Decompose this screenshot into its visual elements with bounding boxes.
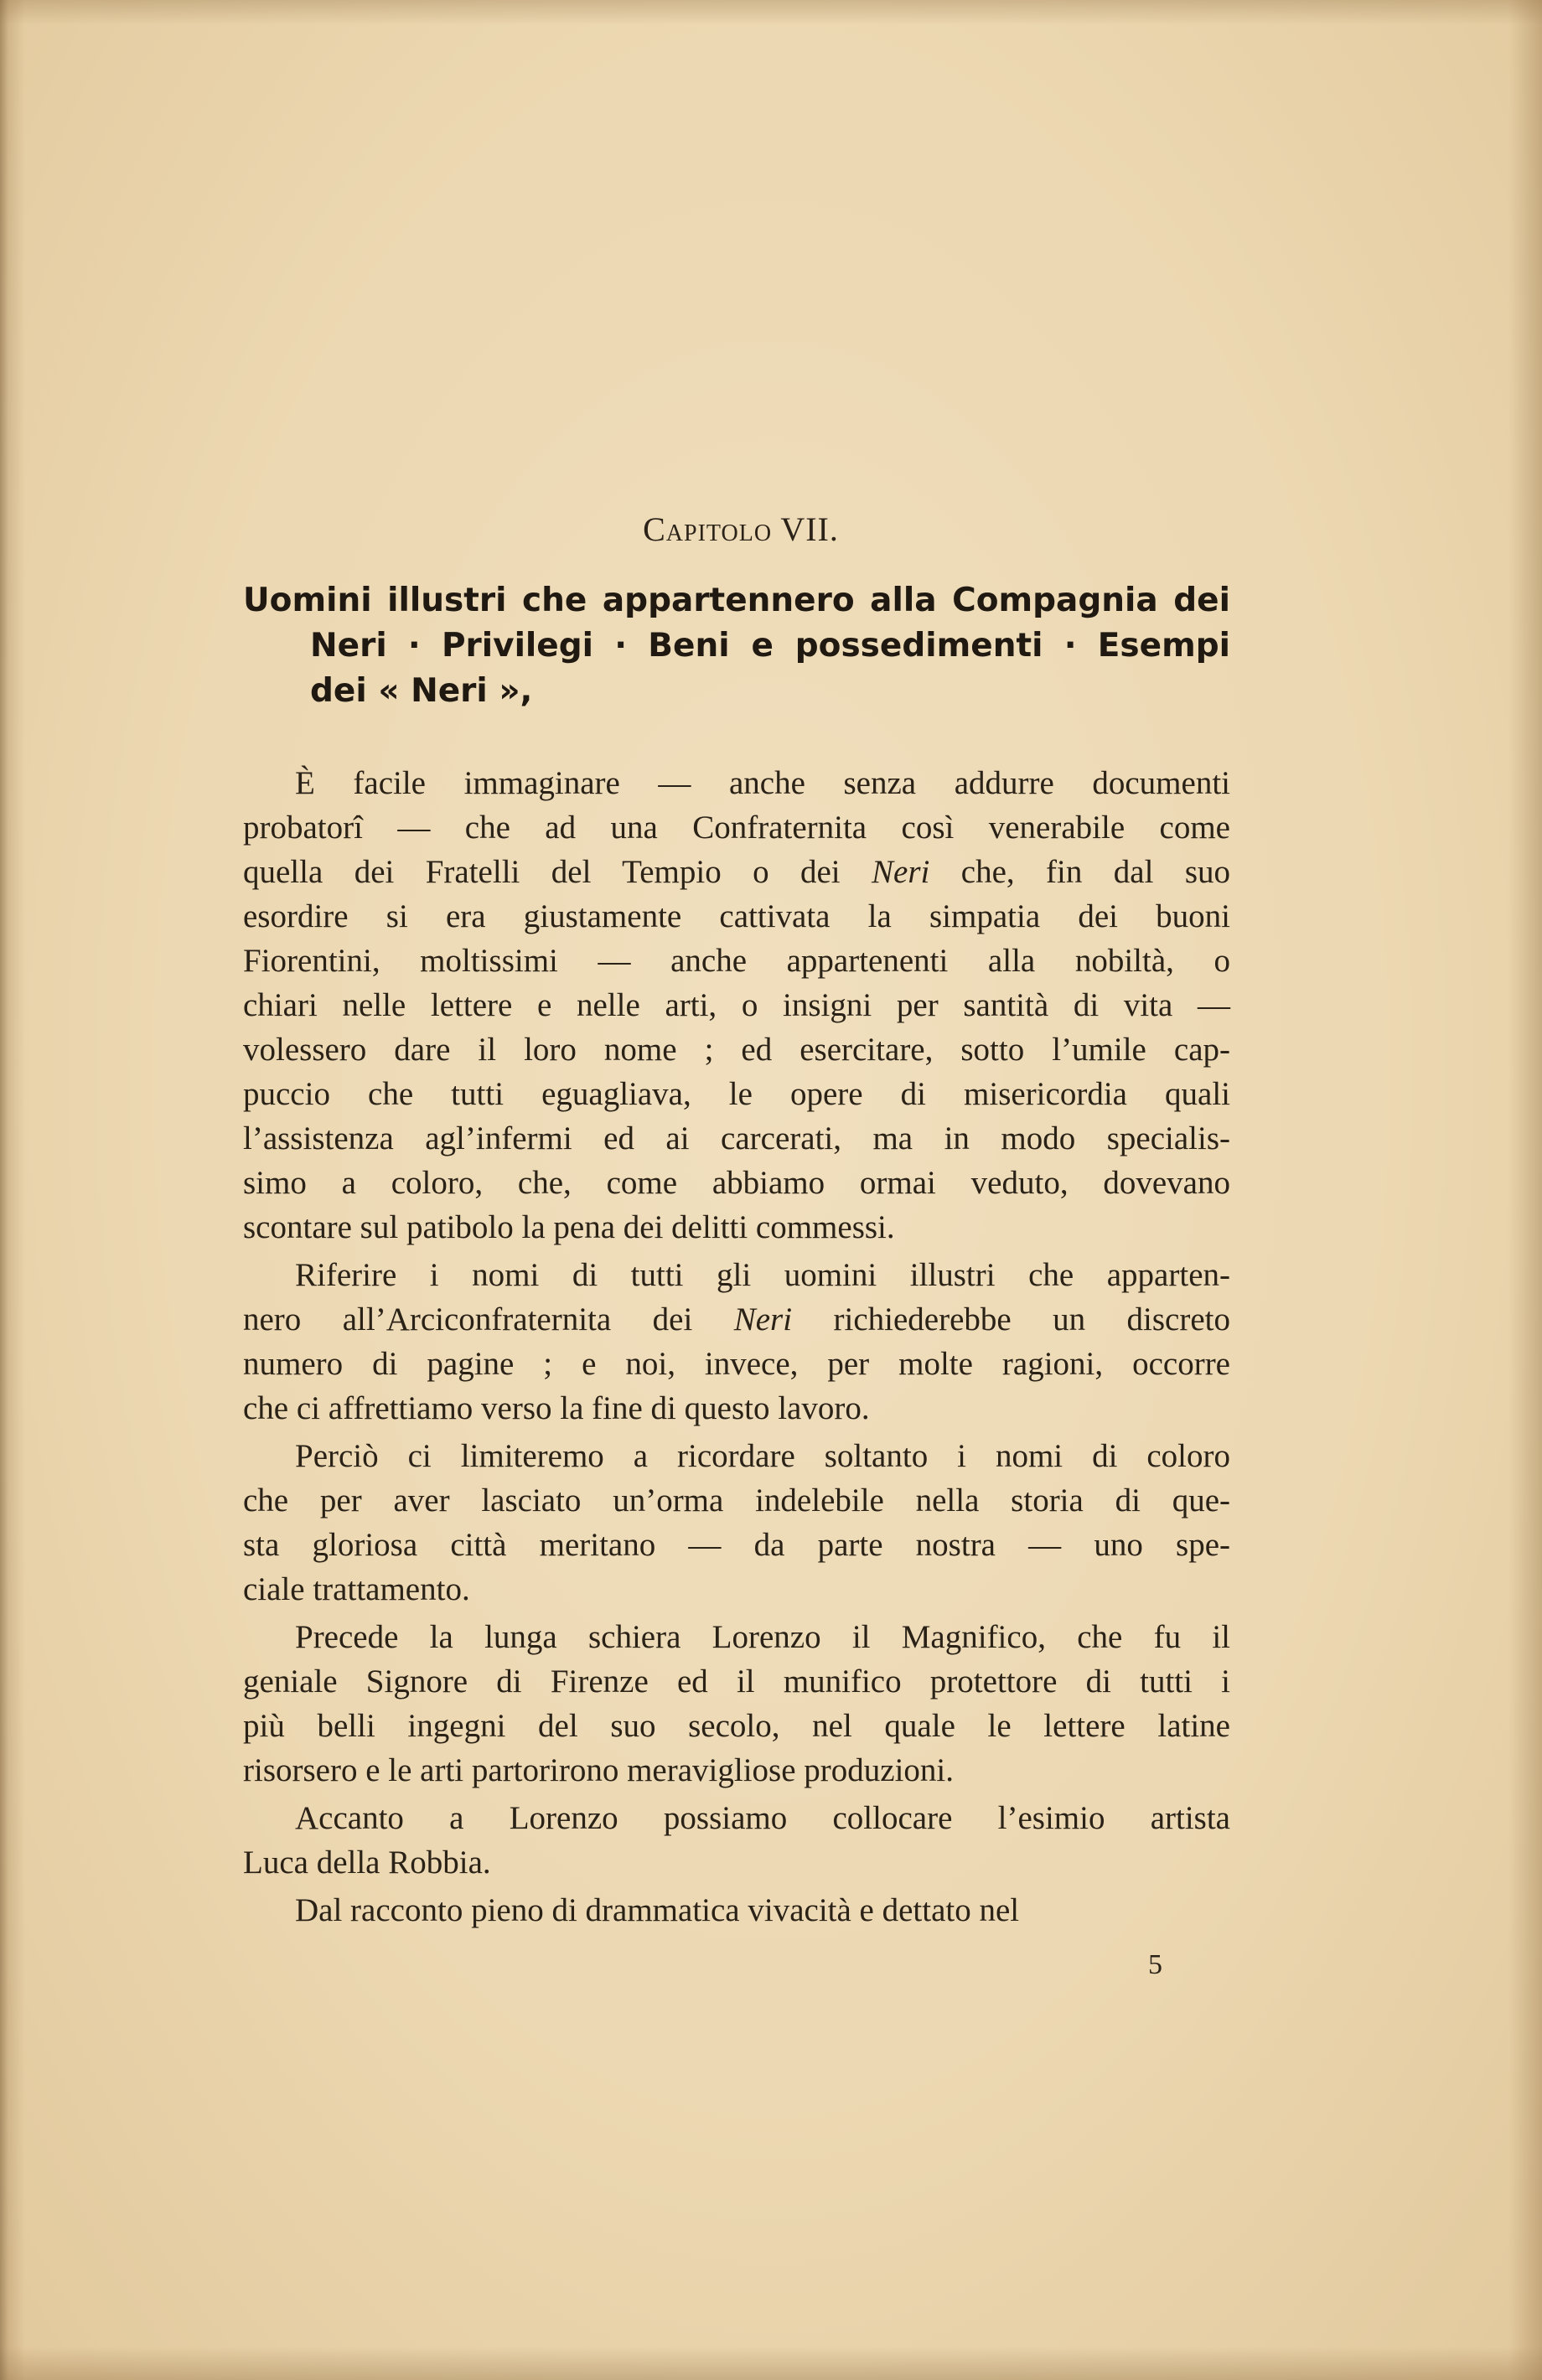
title-line: Uomini illustri che appartennero alla Compagnia dei <box>243 582 1230 619</box>
italic-term: Neri <box>733 1301 793 1337</box>
text-line: geniale Signore di Firenze ed il munifico protettore di tutti i <box>243 1663 1230 1700</box>
text-line: chiari nelle lettere e nelle arti, o insigni per santità di vita — <box>243 987 1230 1023</box>
text-line: Dal racconto pieno di drammatica vivacità e dettato nel <box>295 1892 1020 1928</box>
text-line: probatorî — che ad una Confraternita così venerabile come <box>243 810 1230 846</box>
title-line: Neri ‧ Privilegi ‧ Beni e possedimenti ‧ Esempi <box>310 627 1230 665</box>
paragraph <box>243 1615 1230 1793</box>
text-line: quella dei Fratelli del Tempio o dei Neri che, fin dal suo <box>243 854 1231 890</box>
chapter-title <box>243 578 1230 714</box>
text-line: simo a coloro, che, come abbiamo ormai veduto, dovevano <box>243 1165 1230 1201</box>
text-line: ciale trattamento. <box>243 1571 470 1607</box>
title-line: dei « Neri », <box>310 672 533 710</box>
text-line: numero di pagine ; e noi, invece, per molte ragioni, occorre <box>243 1346 1230 1382</box>
paragraph <box>243 1434 1230 1612</box>
text-line: sta gloriosa città meritano — da parte nostra — uno spe- <box>243 1527 1230 1563</box>
body-text <box>243 761 1230 1936</box>
text-line: volessero dare il loro nome ; ed esercitare, sotto l’umile cap- <box>243 1032 1230 1068</box>
paragraph <box>243 1253 1230 1431</box>
text-line: esordire si era giustamente cattivata la simpatia dei buoni <box>243 898 1230 934</box>
text-line: scontare sul patibolo la pena dei delitti commessi. <box>243 1209 895 1245</box>
paragraph <box>243 761 1230 1250</box>
text-line: Precede la lunga schiera Lorenzo il Magnifico, che fu il <box>295 1619 1230 1655</box>
page-number: 5 <box>1148 1949 1162 1980</box>
text-line: risorsero e le arti partorirono meravigliose produzioni. <box>243 1752 954 1788</box>
text-line: nero all’Arciconfraternita dei Neri richiederebbe un discreto <box>243 1301 1231 1337</box>
text-line: Luca della Robbia. <box>243 1844 491 1881</box>
text-line: Perciò ci limiteremo a ricordare soltanto i nomi di coloro <box>295 1438 1230 1474</box>
paragraph <box>243 1888 1230 1932</box>
text-line: puccio che tutti eguagliava, le opere di misericordia quali <box>243 1076 1230 1112</box>
italic-term: Neri <box>872 854 930 890</box>
text-line: È facile immaginare — anche senza addurre documenti <box>295 765 1230 801</box>
text-line: Fiorentini, moltissimi — anche appartenenti alla nobiltà, o <box>243 943 1230 979</box>
chapter-label: Capitolo <box>643 510 773 548</box>
text-line: più belli ingegni del suo secolo, nel quale le lettere latine <box>243 1708 1230 1744</box>
paragraph <box>243 1796 1230 1885</box>
text-line: che ci affrettiamo verso la fine di questo lavoro. <box>243 1390 870 1426</box>
text-line: Riferire i nomi di tutti gli uomini illustri che apparten- <box>295 1257 1230 1293</box>
text-line: l’assistenza agl’infermi ed ai carcerati, ma in modo specialis- <box>243 1120 1230 1156</box>
text-line: Accanto a Lorenzo possiamo collocare l’esimio artista <box>295 1800 1230 1836</box>
chapter-heading <box>0 510 1482 549</box>
chapter-number: VII. <box>780 510 839 548</box>
text-line: che per aver lasciato un’orma indelebile nella storia di que- <box>243 1482 1230 1519</box>
